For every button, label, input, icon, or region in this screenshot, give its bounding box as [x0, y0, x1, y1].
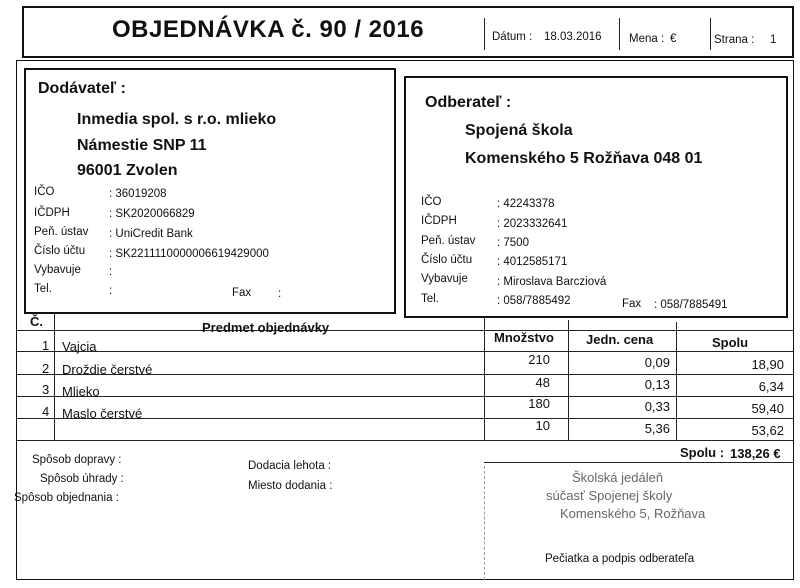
- customer-handler-label: Vybavuje: [421, 273, 468, 285]
- row-item: Maslo čerstvé: [62, 406, 143, 421]
- col-header-qty: Množstvo: [494, 330, 554, 345]
- col-header-no: Č.: [30, 314, 43, 329]
- supplier-handler-value: :: [109, 266, 113, 278]
- delivery-place-label: Miesto dodania :: [248, 480, 333, 492]
- supplier-ico-value: : 36019208: [109, 188, 167, 200]
- stamp-line: súčasť Spojenej školy: [546, 488, 673, 503]
- table-rule: [16, 440, 794, 441]
- row-no: 4: [42, 404, 50, 419]
- page-value: 1: [770, 34, 777, 46]
- row-unit-price: 5,36: [644, 421, 670, 436]
- table-col-divider: [676, 322, 677, 440]
- stamp-line: Školská jedáleň: [572, 470, 664, 485]
- customer-bank-label: Peň. ústav: [421, 235, 476, 247]
- supplier-heading: Dodávateľ :: [38, 80, 126, 97]
- transport-label: Spôsob dopravy :: [32, 454, 122, 466]
- table-col-divider: [484, 318, 485, 440]
- supplier-icdph-value: : SK2020066829: [109, 208, 195, 220]
- supplier-icdph-label: IČDPH: [34, 207, 70, 219]
- customer-account-value: : 4012585171: [497, 256, 568, 268]
- col-header-total: Spolu: [712, 335, 749, 350]
- row-no: 3: [42, 382, 50, 397]
- supplier-tel-value: :: [109, 285, 113, 297]
- table-rule: [16, 351, 794, 352]
- header-divider: [710, 18, 711, 50]
- row-item: Droždie čerstvé: [62, 362, 153, 377]
- payment-label: Spôsob úhrady :: [40, 473, 124, 485]
- customer-icdph-label: IČDPH: [421, 215, 457, 227]
- supplier-fax-value: :: [278, 288, 282, 300]
- row-total: 53,62: [751, 423, 784, 438]
- customer-name: Spojená škola: [465, 122, 573, 139]
- row-total: 18,90: [751, 357, 784, 372]
- document-title: OBJEDNÁVKA č. 90 / 2016: [112, 16, 425, 43]
- row-qty: 48: [535, 375, 550, 390]
- row-total: 59,40: [751, 401, 784, 416]
- table-rule: [16, 396, 794, 397]
- row-no: 2: [42, 361, 50, 376]
- signature-divider: [484, 466, 485, 580]
- row-no: 1: [42, 338, 50, 353]
- row-unit-price: 0,33: [644, 399, 670, 414]
- row-qty: 180: [528, 396, 550, 411]
- row-item: Mlieko: [62, 384, 100, 399]
- customer-icdph-value: : 2023332641: [497, 218, 568, 230]
- header-divider: [619, 18, 620, 50]
- supplier-bank-label: Peň. ústav: [34, 226, 89, 238]
- customer-account-label: Číslo účtu: [421, 254, 473, 266]
- supplier-account-value: : SK2211110000006619429000: [109, 248, 269, 260]
- row-unit-price: 0,09: [644, 355, 670, 370]
- page-label: Strana :: [714, 34, 755, 46]
- header-divider: [484, 18, 485, 50]
- date-label: Dátum :: [492, 31, 533, 43]
- col-header-unit-price: Jedn. cena: [586, 332, 654, 347]
- customer-ico-value: : 42243378: [497, 198, 555, 210]
- sum-value: 138,26 €: [730, 446, 781, 461]
- customer-fax-label: Fax: [622, 298, 642, 310]
- supplier-account-label: Číslo účtu: [34, 245, 86, 257]
- customer-heading: Odberateľ :: [425, 94, 512, 111]
- order-method-label: Spôsob objednania :: [14, 492, 119, 504]
- row-unit-price: 0,13: [644, 377, 670, 392]
- customer-tel-value: : 058/7885492: [497, 295, 571, 307]
- supplier-name: Inmedia spol. s r.o. mlieko: [77, 111, 277, 128]
- table-rule: [16, 330, 794, 331]
- table-rule: [484, 462, 794, 463]
- signature-label: Pečiatka a podpis odberateľa: [545, 553, 695, 565]
- supplier-tel-label: Tel.: [34, 283, 52, 295]
- table-col-divider: [54, 312, 55, 440]
- customer-handler-value: : Miroslava Barcziová: [497, 276, 607, 288]
- row-total: 6,34: [758, 379, 784, 394]
- date-value: 18.03.2016: [544, 31, 602, 43]
- currency-value: €: [670, 33, 677, 45]
- supplier-bank-value: : UniCredit Bank: [109, 228, 193, 240]
- customer-ico-label: IČO: [421, 196, 442, 208]
- currency-label: Mena :: [629, 33, 665, 45]
- supplier-street: Námestie SNP 11: [77, 137, 207, 154]
- supplier-box: [24, 68, 396, 314]
- supplier-ico-label: IČO: [34, 186, 55, 198]
- col-header-item: Predmet objednávky: [202, 320, 330, 335]
- customer-bank-value: : 7500: [497, 237, 529, 249]
- supplier-fax-label: Fax: [232, 287, 252, 299]
- customer-tel-label: Tel.: [421, 293, 439, 305]
- supplier-city: 96001 Zvolen: [77, 162, 178, 179]
- sum-label: Spolu :: [680, 445, 725, 460]
- row-qty: 210: [528, 352, 550, 367]
- stamp-line: Komenského 5, Rožňava: [560, 506, 706, 521]
- delivery-term-label: Dodacia lehota :: [248, 460, 332, 472]
- row-qty: 10: [535, 418, 550, 433]
- customer-fax-value: : 058/7885491: [654, 299, 728, 311]
- table-col-divider: [568, 320, 569, 440]
- supplier-handler-label: Vybavuje: [34, 264, 81, 276]
- customer-address: Komenského 5 Rožňava 048 01: [465, 150, 703, 167]
- row-item: Vajcia: [62, 339, 97, 354]
